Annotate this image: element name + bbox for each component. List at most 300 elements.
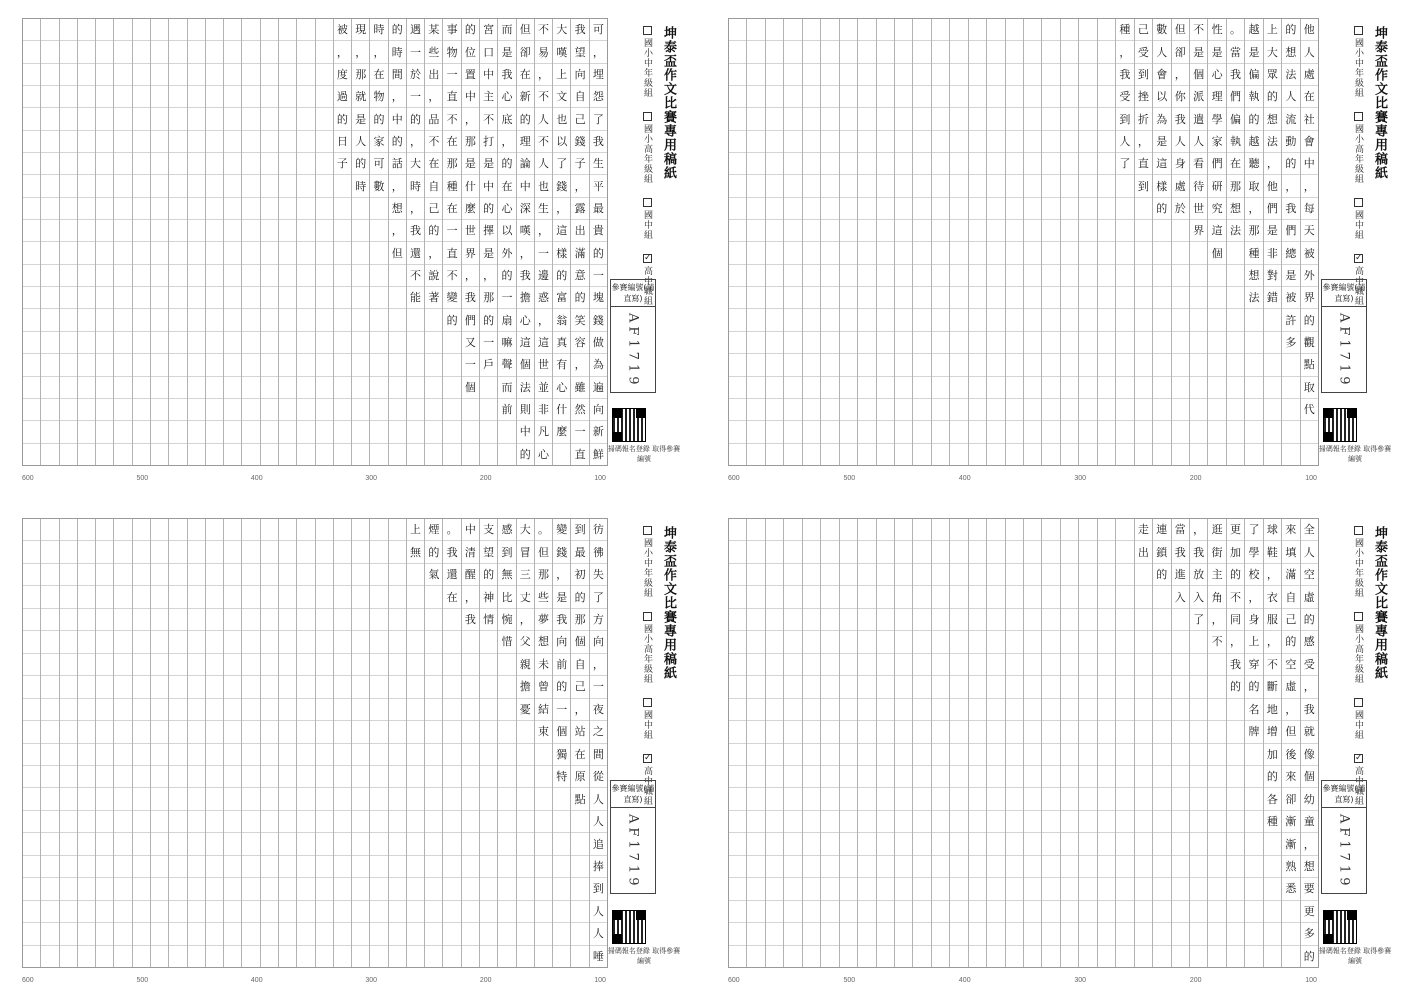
grid-cell [1079,108,1096,130]
grid-cell [370,287,387,309]
grid-cell: 子 [334,153,351,175]
grid-cell [969,332,986,354]
grid-cell [498,744,515,766]
grid-cell [987,108,1004,130]
grid-cell [389,946,406,967]
grid-cell [78,399,95,421]
grid-cell: 更 [1227,519,1244,541]
grid-cell: 己 [571,108,588,130]
grid-cell: 的 [1303,949,1315,963]
grid-cell: 進 [1172,564,1189,586]
grid-cell [1208,721,1225,743]
grid-cell: 人 [590,811,607,833]
grid-cell [932,64,949,86]
grid-cell [188,856,205,878]
grid-cell: 人 [590,901,607,923]
grid-cell [169,901,186,923]
grid-cell: 我 [590,131,607,153]
grid-cell [443,699,460,721]
grid-cell [1190,309,1207,331]
grid-cell [1135,901,1152,923]
grid-cell [950,108,967,130]
grid-cell [1135,788,1152,810]
grid-cell [78,265,95,287]
grid-cell [279,541,296,563]
grid-cell [41,856,58,878]
grid-cell: 情 [480,609,497,631]
grid-cell [803,19,820,41]
grid-cell [784,444,801,465]
grid-cell [96,265,113,287]
grid-cell [1061,811,1078,833]
grid-column [424,519,442,967]
grid-cell [821,41,838,63]
grid-cell [206,923,223,945]
grid-cell: ， [1301,175,1318,197]
grid-cell [334,399,351,421]
grid-cell: ， [462,108,479,130]
grid-cell [1024,586,1041,608]
grid-cell [151,265,168,287]
grid-cell: 種 [1245,242,1262,264]
grid-cell [1006,901,1023,923]
grid-cell [1172,287,1189,309]
grid-cell [858,377,875,399]
grid-cell: 麼 [553,421,570,443]
grid-cell: 個 [1301,766,1318,788]
checkbox-icon[interactable] [1354,698,1363,707]
grid-cell [1264,833,1281,855]
grid-cell [913,766,930,788]
grid-cell [261,609,278,631]
grid-cell [133,86,150,108]
grid-cell [1061,444,1078,465]
grid-cell [821,901,838,923]
grid-cell [747,131,764,153]
grid-cell [206,242,223,264]
grid-cell [1098,654,1115,676]
grid-cell [133,332,150,354]
grid-cell [895,354,912,376]
grid-cell [1135,287,1152,309]
grid-cell [297,519,314,541]
grid-cell [60,64,77,86]
grid-cell [1153,399,1170,421]
grid-cell [877,564,894,586]
grid-cell [877,878,894,900]
grid-cell [1006,878,1023,900]
category-options [1352,526,1365,806]
grid-cell [803,946,820,967]
grid-cell [96,421,113,443]
grid-cell [23,654,40,676]
grid-cell [840,744,857,766]
grid-column [205,519,223,967]
grid-cell [950,421,967,443]
grid-cell: 笑 [571,309,588,331]
grid-cell [188,175,205,197]
grid-cell: 家 [1208,131,1225,153]
grid-cell [389,309,406,331]
category-label: 高中職組 [1353,266,1363,306]
grid-cell [1208,901,1225,923]
grid-column [77,19,95,465]
grid-column [1005,519,1023,967]
grid-cell [932,354,949,376]
grid-cell [913,856,930,878]
grid-cell [151,631,168,653]
grid-cell: 神 [480,586,497,608]
grid-cell [443,766,460,788]
grid-cell [407,766,424,788]
grid-cell [517,901,534,923]
grid-cell [821,153,838,175]
grid-cell: ， [425,242,442,264]
grid-cell [553,811,570,833]
grid-cell [297,287,314,309]
grid-cell [821,654,838,676]
grid-cell [334,788,351,810]
grid-cell [1153,721,1170,743]
grid-cell [840,564,857,586]
grid-cell [151,421,168,443]
grid-cell [1042,564,1059,586]
grid-cell [877,923,894,945]
grid-cell [316,421,333,443]
grid-cell [352,654,369,676]
grid-cell [1190,878,1207,900]
grid-cell [1006,64,1023,86]
grid-cell [987,699,1004,721]
grid-cell [188,609,205,631]
grid-cell [1024,946,1041,967]
grid-cell [535,946,552,967]
grid-cell [1245,377,1262,399]
grid-cell [1116,721,1133,743]
entry-number-heading: 參賽編號(請直寫) [611,280,655,307]
grid-cell [747,198,764,220]
grid-cell [224,564,241,586]
grid-column [516,519,534,967]
grid-cell [1135,878,1152,900]
checkbox-icon[interactable] [1354,612,1363,621]
grid-cell [1227,399,1244,421]
grid-column [876,19,894,465]
grid-cell [1208,399,1225,421]
grid-cell [151,41,168,63]
grid-column [1097,519,1115,967]
grid-cell [443,901,460,923]
grid-cell [297,265,314,287]
checkbox-icon[interactable] [643,26,652,35]
grid-cell [747,721,764,743]
grid-cell [784,631,801,653]
grid-cell [729,86,746,108]
grid-cell [60,923,77,945]
grid-cell [840,332,857,354]
grid-column [150,19,168,465]
grid-cell [803,377,820,399]
grid-cell: 他 [1301,19,1318,41]
grid-cell: 容 [571,332,588,354]
grid-cell [729,354,746,376]
grid-cell: 的 [1153,564,1170,586]
grid-cell [969,354,986,376]
grid-cell [1135,923,1152,945]
grid-cell [133,265,150,287]
grid-cell: 夜 [590,699,607,721]
grid-cell [297,309,314,331]
grid-cell [1024,198,1041,220]
checkbox-icon[interactable] [643,612,652,621]
grid-cell [969,86,986,108]
grid-cell [895,265,912,287]
grid-cell [969,108,986,130]
checked-box-icon[interactable]: ✓ [1355,253,1363,263]
grid-cell [840,64,857,86]
grid-cell: 樣 [1153,175,1170,197]
category-option [1352,112,1365,184]
grid-cell [188,242,205,264]
grid-cell [913,64,930,86]
grid-cell [784,541,801,563]
grid-cell: 虛 [1282,676,1299,698]
grid-cell [352,766,369,788]
grid-cell [151,788,168,810]
grid-cell: 邊 [535,265,552,287]
grid-cell [151,220,168,242]
grid-cell [133,198,150,220]
grid-cell [407,856,424,878]
grid-cell: 世 [1190,198,1207,220]
grid-cell [821,131,838,153]
checkbox-icon[interactable] [643,698,652,707]
grid-cell [151,399,168,421]
grid-cell: 有 [553,354,570,376]
grid-cell: 社 [1301,108,1318,130]
grid-cell [407,676,424,698]
grid-cell [1006,923,1023,945]
grid-cell [151,131,168,153]
grid-cell: 的 [571,287,588,309]
grid-cell [261,923,278,945]
grid-cell [535,744,552,766]
grid-cell [297,444,314,465]
grid-cell [151,878,168,900]
grid-cell [114,354,131,376]
grid-cell: 的 [370,108,387,130]
grid-cell [1227,377,1244,399]
grid-cell [151,744,168,766]
grid-cell: 逛 [1208,519,1225,541]
grid-cell: 想 [1264,108,1281,130]
grid-cell: 事 [443,19,460,41]
grid-cell: 走 [1135,519,1152,541]
ruler-tick-label: 500 [843,475,856,482]
grid-cell [840,399,857,421]
grid-cell [224,833,241,855]
grid-cell [766,64,783,86]
grid-cell: 出 [1135,541,1152,563]
checkbox-icon[interactable] [643,526,652,535]
grid-cell [407,609,424,631]
grid-cell [1042,421,1059,443]
grid-cell [316,377,333,399]
grid-cell [747,332,764,354]
grid-cell [169,332,186,354]
grid-cell [1153,833,1170,855]
grid-cell [389,609,406,631]
grid-cell [279,399,296,421]
grid-cell [729,699,746,721]
grid-cell [1172,946,1189,967]
grid-cell [1024,699,1041,721]
grid-cell [206,421,223,443]
grid-cell [297,811,314,833]
grid-cell: 種 [1264,811,1281,833]
grid-cell [1208,332,1225,354]
grid-cell [462,878,479,900]
checked-box-icon[interactable]: ✓ [1355,753,1363,763]
grid-cell [987,399,1004,421]
grid-cell [114,19,131,41]
grid-cell [821,833,838,855]
grid-cell [60,41,77,63]
grid-cell: 想 [1301,856,1318,878]
grid-cell [462,399,479,421]
grid-cell [279,519,296,541]
grid-cell [41,811,58,833]
grid-cell [352,878,369,900]
checkbox-icon[interactable] [1354,526,1363,535]
grid-cell [462,901,479,923]
grid-cell [1098,19,1115,41]
grid-cell [151,856,168,878]
grid-cell [279,265,296,287]
grid-cell: 也 [535,175,552,197]
grid-cell [96,86,113,108]
grid-cell [60,744,77,766]
grid-cell [370,609,387,631]
grid-cell [1079,220,1096,242]
grid-cell [1190,265,1207,287]
grid-cell [224,444,241,465]
checkbox-icon[interactable] [1354,198,1363,207]
grid-cell [821,676,838,698]
grid-cell [1190,287,1207,309]
grid-cell [766,444,783,465]
grid-cell [96,878,113,900]
grid-cell [821,332,838,354]
grid-cell [78,175,95,197]
grid-cell [1042,631,1059,653]
grid-cell [987,354,1004,376]
grid-cell [242,354,259,376]
grid-column [1189,19,1207,465]
grid-cell: 心 [538,447,550,461]
grid-cell: 了 [553,153,570,175]
grid-cell [1135,399,1152,421]
grid-cell [96,444,113,465]
grid-cell: 不 [480,108,497,130]
grid-cell [729,198,746,220]
grid-cell: 日 [334,131,351,153]
grid-cell [316,699,333,721]
grid-column [40,19,58,465]
grid-cell: ， [462,265,479,287]
grid-cell: 夢 [535,609,552,631]
grid-cell [1190,631,1207,653]
grid-cell: 填 [1282,541,1299,563]
grid-cell [316,444,333,465]
grid-cell [571,946,588,967]
grid-cell [766,744,783,766]
grid-cell [913,108,930,130]
grid-cell [1153,220,1170,242]
grid-cell [334,676,351,698]
grid-cell [261,766,278,788]
grid-cell [96,198,113,220]
grid-cell [151,811,168,833]
grid-cell: 並 [535,377,552,399]
grid-cell [895,309,912,331]
checkbox-icon[interactable] [643,112,652,121]
grid-cell [969,699,986,721]
grid-cell [803,421,820,443]
checkbox-icon[interactable] [1354,26,1363,35]
checkbox-icon[interactable] [643,198,652,207]
grid-column [424,19,442,465]
category-option [641,698,654,740]
grid-cell [535,923,552,945]
checkbox-icon[interactable] [1354,112,1363,121]
grid-cell: 的 [1264,766,1281,788]
entry-number-value: AF1719 [625,814,641,890]
grid-cell [803,878,820,900]
grid-cell [133,699,150,721]
grid-cell [766,721,783,743]
sheet-sidebar [606,518,682,968]
grid-cell [41,131,58,153]
grid-cell [950,309,967,331]
grid-cell [1079,833,1096,855]
grid-cell [729,631,746,653]
grid-cell: 上 [1264,19,1281,41]
grid-column [296,19,314,465]
grid-cell [498,811,515,833]
grid-cell [1079,856,1096,878]
ruler-tick-label: 600 [728,475,740,482]
grid-cell [950,676,967,698]
grid-cell [370,377,387,399]
grid-cell [1042,788,1059,810]
grid-cell [96,721,113,743]
grid-cell [913,354,930,376]
category-label: 高中職組 [642,266,652,306]
grid-cell [1116,354,1133,376]
grid-cell: 種 [1116,19,1133,41]
checked-box-icon[interactable]: ✓ [644,753,652,763]
grid-cell [877,766,894,788]
grid-column [839,19,857,465]
grid-cell [41,377,58,399]
grid-cell [932,153,949,175]
sheet-sidebar [1317,518,1393,968]
checked-box-icon[interactable]: ✓ [644,253,652,263]
grid-cell [352,265,369,287]
grid-cell [803,901,820,923]
grid-cell [1153,609,1170,631]
